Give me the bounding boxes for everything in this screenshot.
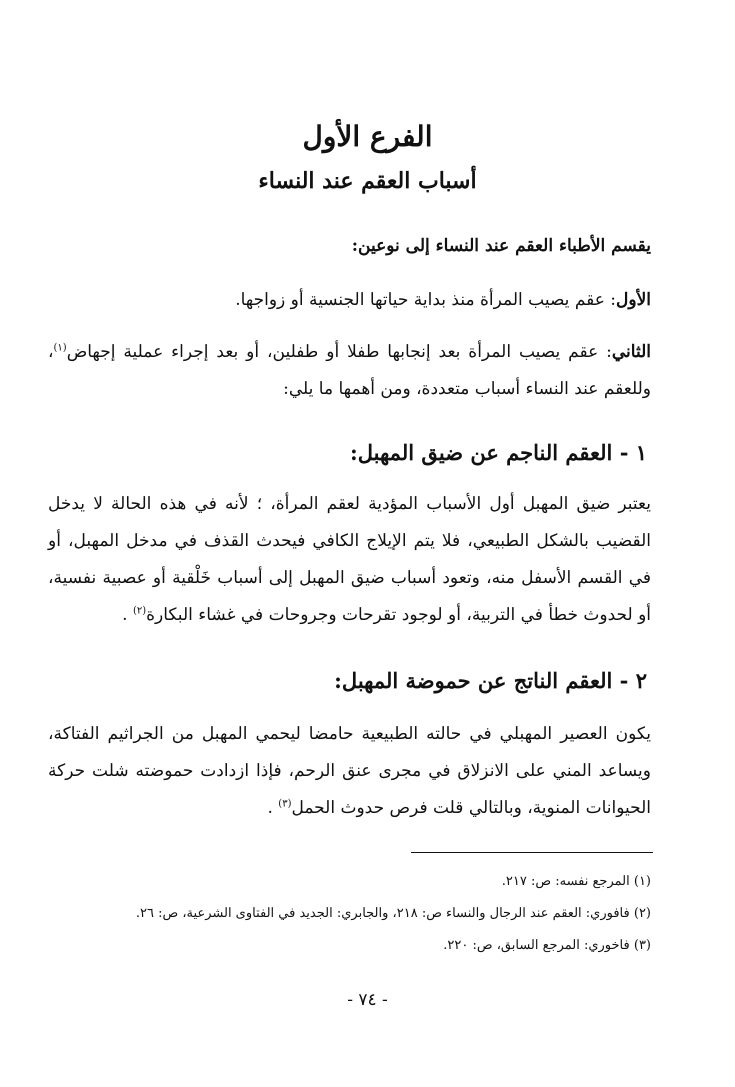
cause-two-end: . (267, 798, 279, 818)
type-two-label: الثاني (611, 342, 651, 362)
cause-one-text: يعتبر ضيق المهبل أول الأسباب المؤدية لعقم المرأة، ؛ لأنه في هذه الحالة لا يدخل القضيب بالشكل الطبيعي، فلا يتم الإيلاج الكافي فيحدث القذف في مدخل المهبل، أو في القسم الأسفل منه، وتعود أسباب ضيق المهبل إلى أسباب خَلْقية أو عصبية نفسية، أو لحدوث خطأ في التربية، أو لوجود تقرحات وجروحات في غشاء البكارة (48, 494, 651, 625)
footnote-3: (٣) فاخوري: المرجع السابق، ص: ٢٢٠. (443, 938, 651, 953)
footnote-divider (411, 852, 653, 853)
cause-one-end: . (122, 605, 133, 625)
type-one-label: الأول (616, 290, 651, 310)
type-one-text: : عقم يصيب المرأة منذ بداية حياتها الجنسية أو زواجها. (235, 290, 617, 310)
type-two-paragraph (48, 334, 651, 408)
footnote-ref-2[interactable]: (٢) (132, 605, 147, 617)
page-number: - ٧٤ - (347, 990, 388, 1010)
type-two-text: : عقم يصيب المرأة بعد إنجابها طفلا أو طفلين، أو بعد إجراء عملية إجهاض (66, 342, 612, 362)
section-title: أسباب العقم عند النساء (258, 168, 477, 194)
type-two-text-after: ، وللعقم عند النساء أسباب متعددة، ومن أهمها ما يلي: (48, 342, 651, 399)
chapter-title: الفرع الأول (302, 120, 433, 153)
footnote-ref-3[interactable]: (٣) (278, 798, 292, 810)
type-one-paragraph (48, 282, 651, 319)
intro-paragraph: يقسم الأطباء العقم عند النساء إلى نوعين: (351, 236, 651, 256)
cause-one-paragraph (48, 486, 651, 634)
cause-two-heading: ٢ - العقم الناتج عن حموضة المهبل: (334, 668, 647, 693)
footnote-1: (١) المرجع نفسه: ص: ٢١٧. (501, 874, 651, 889)
footnote-2: (٢) فافوري: العقم عند الرجال والنساء ص: ٢١٨، والجابري: الجديد في الفتاوى الشرعية، ص: ٢٦. (135, 906, 651, 921)
footnote-ref-1[interactable]: (١) (53, 342, 67, 354)
cause-two-paragraph (48, 716, 651, 827)
cause-one-heading: ١ - العقم الناجم عن ضيق المهبل: (350, 440, 647, 465)
cause-two-text: يكون العصير المهبلي في حالته الطبيعية حامضا ليحمي المهبل من الجراثيم الفتاكة، ويساعد المني على الانزلاق في مجرى عنق الرحم، فإذا ازدادت حموضته شلت حركة الحيوانات المنوية، وبالتالي قلت فرص حدوث الحمل (48, 724, 651, 818)
